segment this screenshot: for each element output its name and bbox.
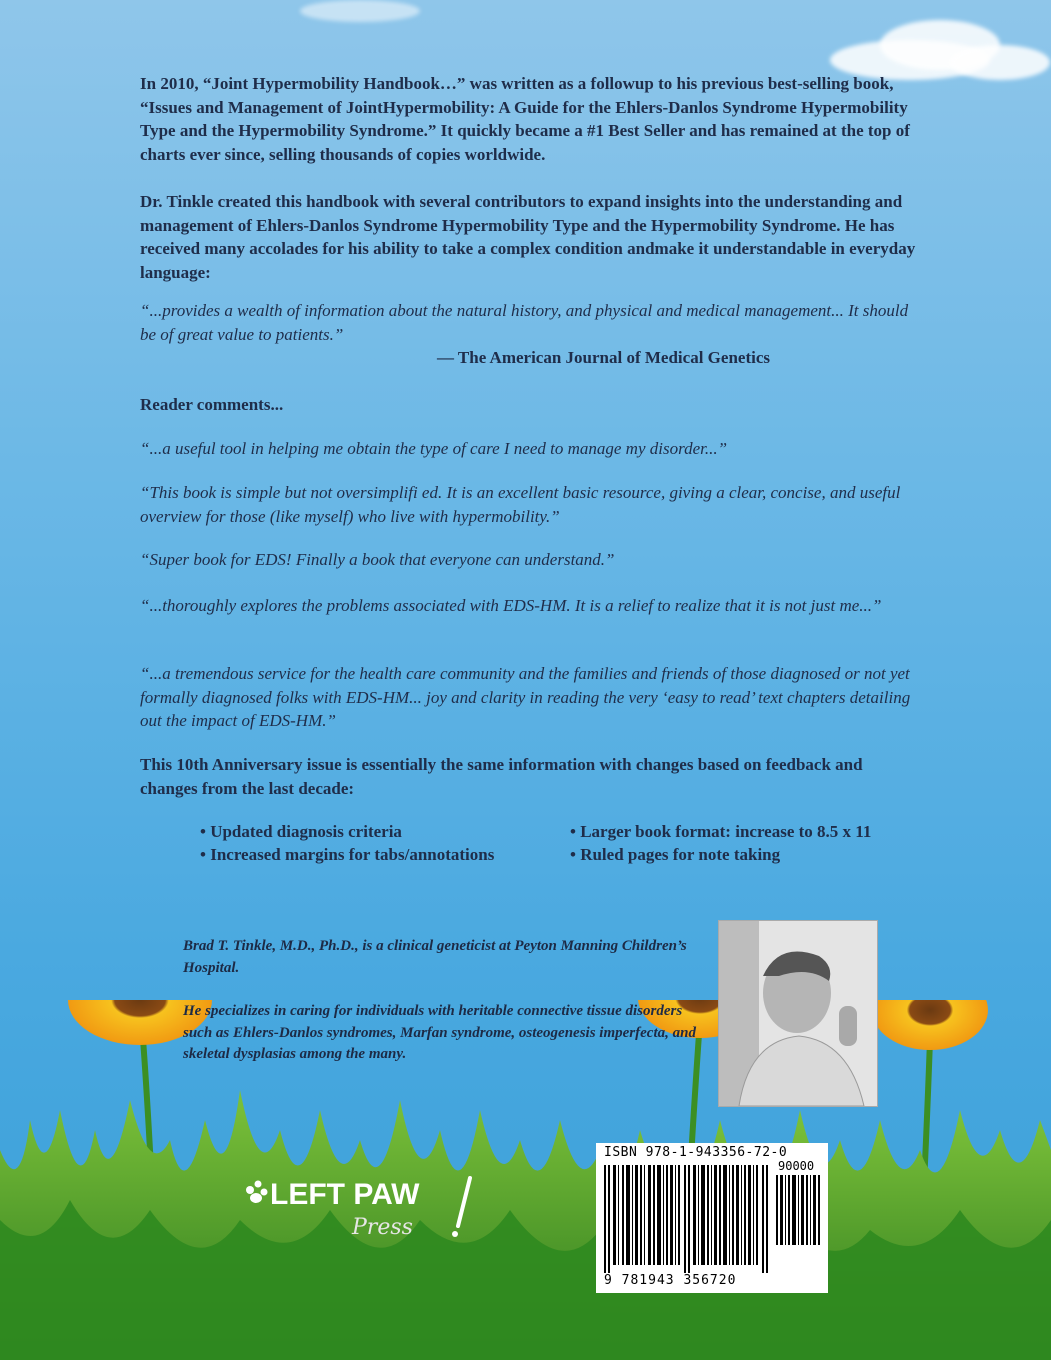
- bullet-item: • Larger book format: increase to 8.5 x 11: [570, 822, 872, 841]
- intro-text-2: Dr. Tinkle created this handbook with several contributors to expand insights into the understanding and management of Ehlers-Danlos Syndrome Hypermobility Type and the Hypermobility Syndrome. He has received many accolades for his ability to take a complex condition andmake it understandable in everyday language:: [140, 192, 916, 282]
- bullet-item: • Increased margins for tabs/annotations: [200, 845, 495, 864]
- price-barcode-bars: [776, 1175, 822, 1245]
- cloud: [950, 45, 1050, 80]
- reader-comment-5: [140, 662, 920, 733]
- intro-text-1: In 2010, “Joint Hypermobility Handbook…” was written as a followup to his previous best-selling book, “Issues and Management of JointHypermobility: A Guide for the Ehlers-Danlos Syndrome Hypermobility Type and the Hypermobility Syndrome.” It quickly became a #1 Best Seller and has remained at the top of charts ever since, selling thousands of copies worldwide.: [140, 74, 910, 164]
- cloud: [300, 0, 420, 22]
- author-bio-1: [183, 936, 703, 979]
- isbn-label: ISBN 978-1-943356-72-0: [604, 1145, 788, 1160]
- author-bio-text-1: Brad T. Tinkle, M.D., Ph.D., is a clinical geneticist at Peyton Manning Children’s Hospital.: [183, 938, 687, 976]
- author-bio-text-2: He specializes in caring for individuals with heritable connective tissue disorders such as Ehlers-Danlos syndromes, Marfan syndrome, osteogenesis imperfecta, and skeletal dysplasias among the many.: [183, 1003, 696, 1062]
- comment-text: “...a tremendous service for the health care community and the families and friends of those diagnosed or not yet formally diagnosed folks with EDS-HM... joy and clarity in reading the very ‘easy to read’ text chapters detailing out the impact of EDS-HM.”: [140, 664, 911, 730]
- sunflower: [872, 1000, 988, 1050]
- comment-text: “...a useful tool in helping me obtain the type of care I need to manage my disorder...”: [140, 439, 728, 458]
- reader-comment-3: [140, 548, 920, 572]
- anniversary-block: [140, 753, 920, 800]
- intro-paragraph-2: [140, 190, 920, 284]
- reader-comment-4: [140, 594, 920, 618]
- author-bio-2: [183, 1001, 703, 1066]
- publisher-logo: [240, 1168, 490, 1240]
- review-quote-block: [140, 299, 920, 370]
- publisher-sub: Press: [352, 1215, 413, 1240]
- comment-text: “This book is simple but not oversimplifi ed. It is an excellent basic resource, giving a clear, concise, and useful overview for those (like myself) who live with hypermobility.”: [140, 483, 901, 526]
- feature-bullets: [200, 820, 940, 866]
- comment-text: “...thoroughly explores the problems associated with EDS-HM. It is a relief to realize that it is not just me...”: [140, 596, 882, 615]
- barcode-bars: [604, 1165, 772, 1273]
- reader-comment-2: [140, 481, 920, 528]
- author-photo: [718, 920, 878, 1107]
- price-code: 90000: [778, 1159, 815, 1173]
- reader-heading: Reader comments...: [140, 395, 284, 414]
- bullet-item: • Updated diagnosis criteria: [200, 822, 402, 841]
- isbn-number: 9 781943 356720: [604, 1273, 737, 1288]
- anniversary-text: This 10th Anniversary issue is essentially the same information with changes based on feedback and changes from the last decade:: [140, 755, 863, 798]
- reader-heading-block: [140, 393, 920, 417]
- isbn-barcode: [596, 1143, 828, 1293]
- reader-comment-1: [140, 437, 920, 461]
- review-quote: “...provides a wealth of information about the natural history, and physical and medical management... It should be of great value to patients.”: [140, 301, 909, 344]
- review-attribution: — The American Journal of Medical Genetics: [436, 348, 770, 367]
- bullet-item: • Ruled pages for note taking: [570, 845, 781, 864]
- comment-text: “Super book for EDS! Finally a book that everyone can understand.”: [140, 550, 615, 569]
- intro-paragraph-1: [140, 72, 920, 166]
- publisher-name: LEFT PAW: [270, 1178, 420, 1211]
